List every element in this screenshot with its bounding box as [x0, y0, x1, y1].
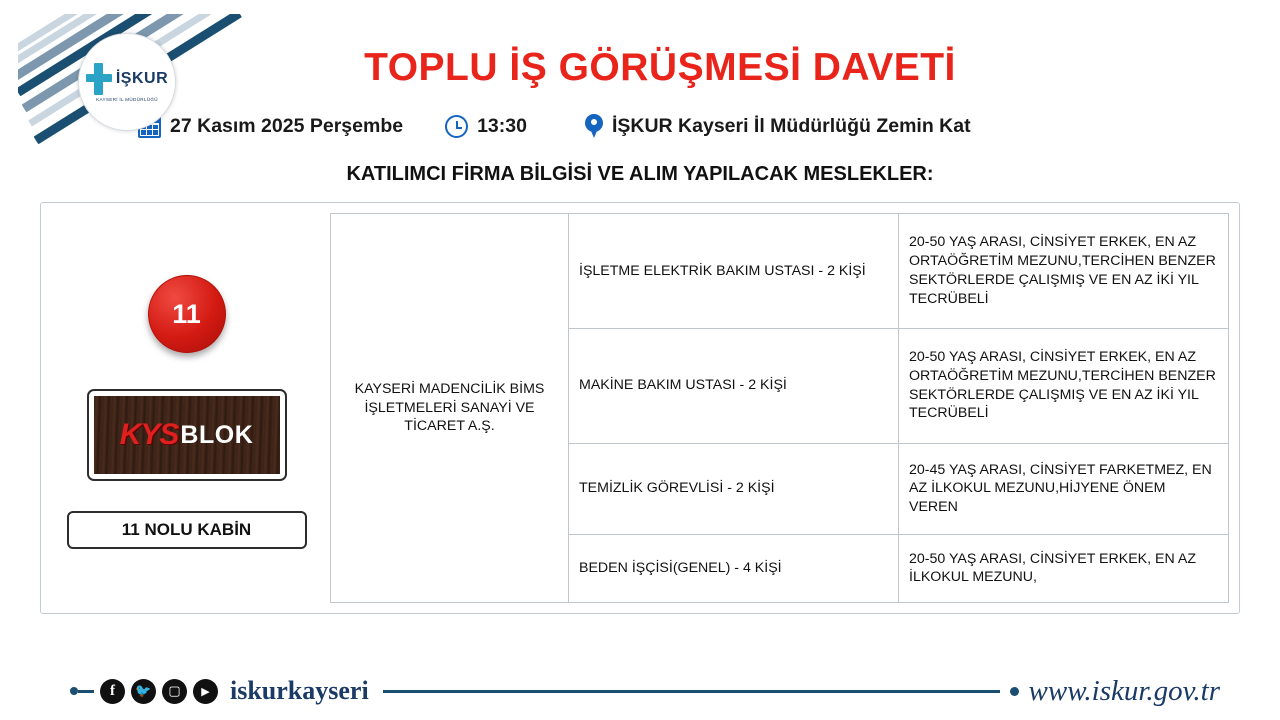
- section-subtitle: KATILIMCI FİRMA BİLGİSİ VE ALIM YAPILACAK MESLEKLER:: [346, 163, 934, 185]
- job-requirements-cell: 20-50 YAŞ ARASI, CİNSİYET ERKEK, EN AZ ORTAÖĞRETİM MEZUNU,TERCİHEN BENZER SEKTÖRLERDE ÇALIŞMIŞ VE EN AZ İKİ YIL TECRÜBELİ: [899, 214, 1229, 329]
- job-title-cell: İŞLETME ELEKTRİK BAKIM USTASI - 2 KİŞİ: [569, 214, 899, 329]
- event-meta: [138, 114, 1260, 139]
- facebook-icon[interactable]: f: [100, 679, 125, 704]
- job-requirements-cell: 20-50 YAŞ ARASI, CİNSİYET ERKEK, EN AZ İLKOKUL MEZUNU,: [899, 534, 1229, 602]
- logo-brand-text: İŞKUR: [115, 69, 169, 87]
- event-time: [445, 115, 527, 138]
- footer-dot: [1010, 687, 1019, 696]
- job-title-cell: TEMİZLİK GÖREVLİSİ - 2 KİŞİ: [569, 443, 899, 534]
- jobs-table: [330, 213, 1229, 603]
- map-pin-icon: [585, 114, 603, 139]
- job-title-cell: BEDEN İŞÇİSİ(GENEL) - 4 KİŞİ: [569, 534, 899, 602]
- website-url[interactable]: www.iskur.gov.tr: [1028, 674, 1220, 707]
- social-handle: iskurkayseri: [230, 676, 369, 705]
- instagram-icon[interactable]: ▢: [162, 679, 187, 704]
- cabin-column: [51, 213, 322, 603]
- twitter-icon[interactable]: 🐦: [131, 679, 156, 704]
- job-requirements-cell: 20-50 YAŞ ARASI, CİNSİYET ERKEK, EN AZ ORTAÖĞRETİM MEZUNU,TERCİHEN BENZER SEKTÖRLERDE ÇALIŞMIŞ VE EN AZ İKİ YIL TECRÜBELİ: [899, 328, 1229, 443]
- page-title: TOPLU İŞ GÖRÜŞMESİ DAVETİ: [364, 46, 956, 89]
- job-title-cell: MAKİNE BAKIM USTASI - 2 KİŞİ: [569, 328, 899, 443]
- company-logo-secondary: BLOK: [180, 420, 254, 449]
- youtube-icon[interactable]: ▶: [193, 679, 218, 704]
- footer-rule: [78, 690, 94, 693]
- cabin-number-badge: 11: [148, 275, 226, 353]
- company-name-cell: KAYSERİ MADENCİLİK BİMS İŞLETMELERİ SANAYİ VE TİCARET A.Ş.: [331, 214, 569, 603]
- footer-rule-long: [383, 690, 1000, 693]
- company-logo-primary: KYS: [119, 418, 179, 451]
- job-requirements-cell: 20-45 YAŞ ARASI, CİNSİYET FARKETMEZ, EN AZ İLKOKUL MEZUNU,HİJYENE ÖNEM VEREN: [899, 443, 1229, 534]
- company-logo: [87, 389, 287, 481]
- event-location-text: İŞKUR Kayseri İl Müdürlüğü Zemin Kat: [611, 115, 971, 137]
- footer: [0, 668, 1280, 714]
- iskur-logo: [78, 33, 176, 131]
- clock-icon: [445, 115, 468, 138]
- event-time-text: 13:30: [477, 115, 527, 137]
- event-date-text: 27 Kasım 2025 Perşembe: [170, 115, 404, 137]
- content-panel: [40, 202, 1240, 614]
- cabin-label: 11 NOLU KABİN: [67, 511, 307, 549]
- table-row: [331, 214, 1229, 329]
- iskur-logo-icon: [86, 63, 112, 95]
- logo-subtext: KAYSERİ İL MÜDÜRLÜĞÜ: [96, 96, 158, 102]
- event-location: [585, 114, 971, 139]
- footer-dot: [70, 687, 78, 695]
